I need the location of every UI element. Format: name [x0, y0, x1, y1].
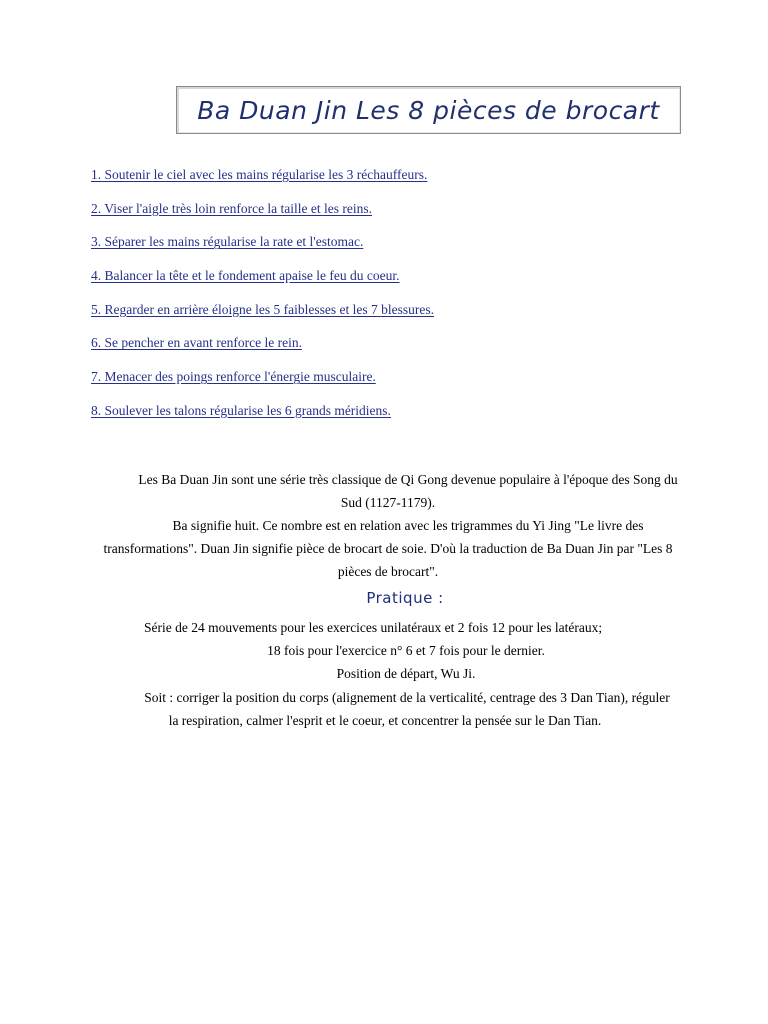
- intro-text-1: Les Ba Duan Jin sont une série très classique de Qi Gong devenue populaire à l'époque des Song du Sud (1127-1179).: [138, 472, 678, 510]
- movement-link-5[interactable]: 5. Regarder en arrière éloigne les 5 faiblesses et les 7 blessures.: [91, 301, 434, 317]
- intro-paragraph-1: [96, 468, 680, 514]
- list-item: [91, 200, 434, 234]
- page-title: Ba Duan Jin Les 8 pièces de brocart: [197, 95, 660, 125]
- movement-link-1[interactable]: 1. Soutenir le ciel avec les mains régularise les 3 réchauffeurs.: [91, 167, 428, 182]
- intro-text-2: Ba signifie huit. Ce nombre est en relation avec les trigrammes du Yi Jing "Le livre des transformations". Duan Jin signifie pièce de brocart de soie. D'où la traduction de Ba Duan Jin par "Les 8 pièces de brocart".: [103, 518, 673, 579]
- movement-link-4[interactable]: 4. Balancer la tête et le fondement apaise le feu du coeur.: [91, 268, 400, 284]
- movement-link-3[interactable]: 3. Séparer les mains régularise la rate et l'estomac.: [91, 234, 364, 250]
- list-item: [91, 233, 434, 267]
- pratique-line-1: Série de 24 mouvements pour les exercices unilatéraux et 2 fois 12 pour les latéraux;: [144, 620, 603, 635]
- movement-link-7[interactable]: 7. Menacer des poings renforce l'énergie musculaire.: [91, 369, 376, 385]
- intro-paragraph-2: [91, 514, 685, 583]
- movement-link-8[interactable]: 8. Soulever les talons régularise les 6 grands méridiens.: [91, 402, 391, 418]
- soit-text: Soit : corriger la position du corps (alignement de la verticalité, centrage des 3 Dan Tian), réguler la respiration, calmer l'esprit et le coeur, et concentrer la pensée sur le Dan Tian.: [144, 690, 670, 728]
- list-item: [91, 368, 434, 402]
- movement-link-2[interactable]: 2. Viser l'aigle très loin renforce la taille et les reins.: [91, 200, 373, 216]
- list-item: [91, 166, 434, 200]
- title-box: [176, 86, 681, 134]
- movement-list: [91, 166, 434, 436]
- list-item: [91, 334, 434, 368]
- list-item: [91, 267, 434, 301]
- list-item: [91, 402, 434, 436]
- pratique-line-3: Position de départ, Wu Ji.: [336, 666, 476, 681]
- list-item: [91, 301, 434, 335]
- movement-link-6[interactable]: 6. Se pencher en avant renforce le rein.: [91, 335, 303, 351]
- pratique-heading: Pratique :: [366, 589, 444, 607]
- soit-paragraph: [100, 686, 670, 732]
- pratique-line-2: 18 fois pour l'exercice n° 6 et 7 fois pour le dernier.: [267, 643, 545, 658]
